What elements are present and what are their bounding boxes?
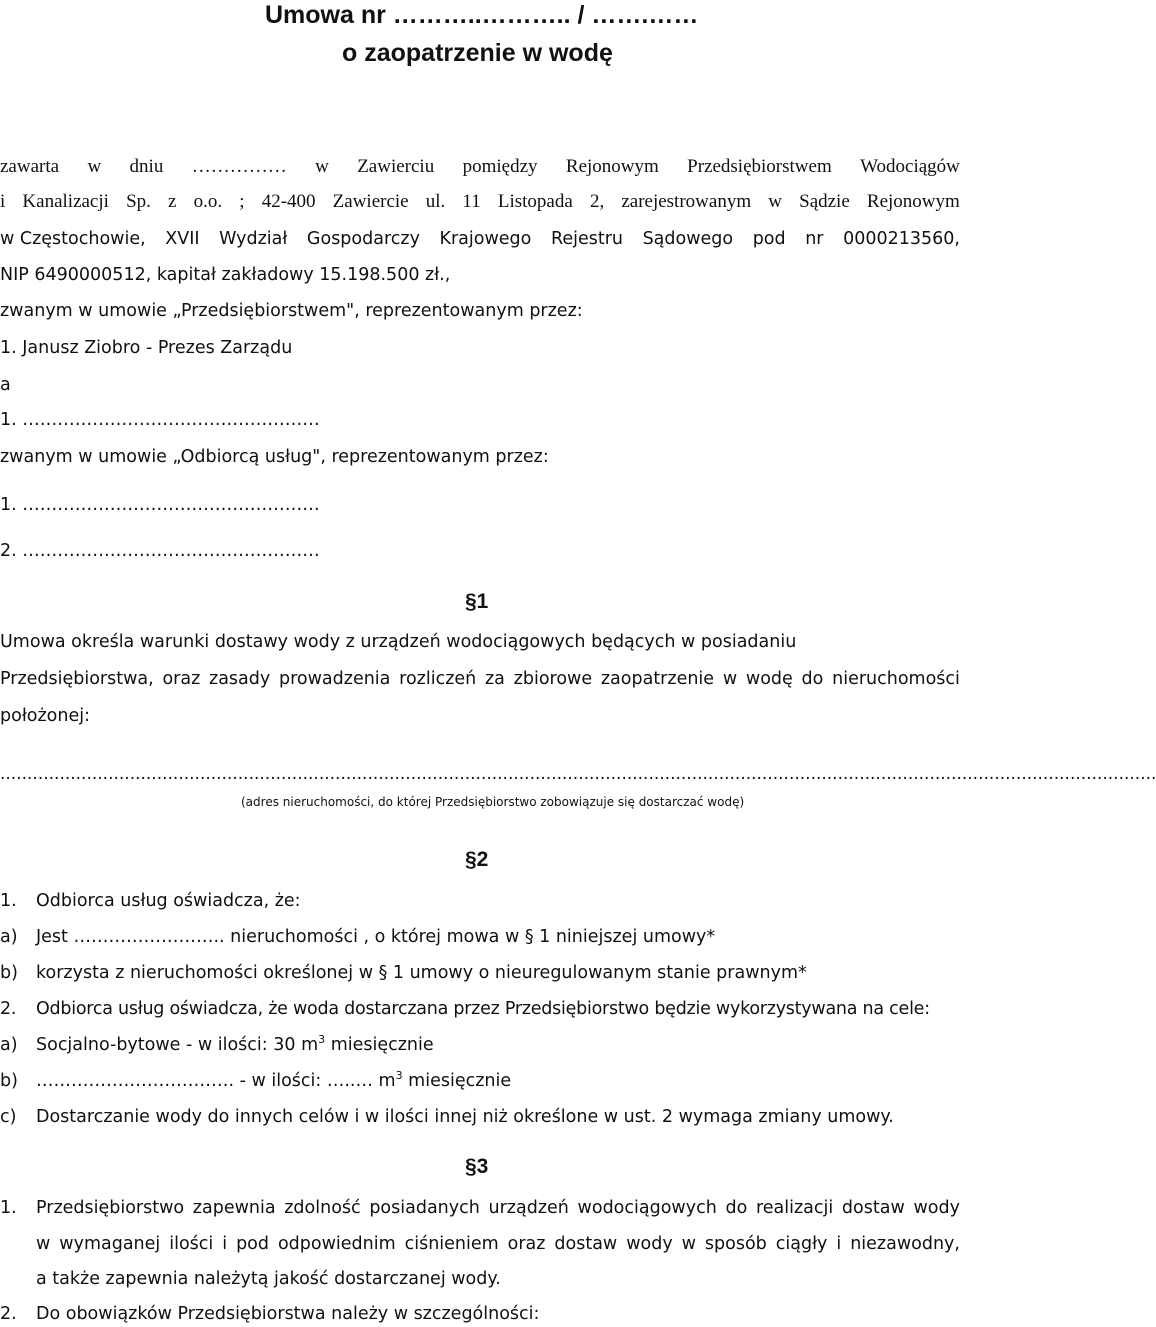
word: w: [87, 156, 102, 177]
word: 2,: [589, 191, 605, 212]
word: oraz: [507, 1234, 546, 1254]
word: w: [681, 1234, 696, 1254]
word: nieruchomości: [832, 669, 960, 689]
word: zapewnia: [192, 1198, 276, 1218]
word: nr: [805, 229, 824, 249]
section-1-line-3: położonej:: [0, 706, 91, 726]
cubic-superscript: 3: [395, 1069, 403, 1083]
word: zdolność: [284, 1198, 361, 1218]
item-letter: a): [0, 927, 18, 947]
item-text: Odbiorca usług oświadcza, że:: [36, 891, 301, 911]
word: rozliczeń: [399, 669, 477, 689]
word: Krajowego: [439, 229, 532, 249]
word: zaopatrzenie: [600, 669, 715, 689]
word: ciągły: [775, 1234, 828, 1254]
word: Rejestru: [550, 229, 623, 249]
word: w: [36, 1234, 51, 1254]
word: Przedsiębiorstwem: [687, 156, 832, 177]
word: za: [484, 669, 505, 689]
word: pod: [236, 1234, 269, 1254]
word: Kanalizacji: [22, 191, 109, 212]
item-text: [36, 1197, 960, 1219]
word: Zawierciu: [357, 156, 435, 177]
section-3-item-1-line-1: [0, 1197, 960, 1219]
word: XVII: [165, 229, 200, 249]
intro-line-10: 1. ……………………………………………: [0, 495, 320, 515]
section-2-use-a: [0, 1034, 434, 1056]
item-letter: b): [0, 963, 18, 983]
section-2-heading: §2: [465, 848, 489, 871]
word: wymaganej: [59, 1234, 161, 1254]
word: zbiorowe: [513, 669, 593, 689]
section-2-item-1b: [0, 962, 807, 984]
word: Rejonowym: [866, 191, 960, 212]
word: ……………: [191, 156, 287, 177]
word: o.o.: [193, 191, 223, 212]
word: w: [722, 669, 738, 689]
intro-line-11: 2. ……………………………………………: [0, 541, 320, 561]
intro-line-3: [0, 228, 960, 250]
address-blank-line: ......................................................................................................................................................................................................................: [0, 764, 1156, 784]
word: wodę: [745, 669, 793, 689]
word: zarejestrowanym: [621, 191, 752, 212]
section-3-heading: §3: [465, 1155, 489, 1178]
item-text: Dostarczanie wody do innych celów i w ilości innej niż określone w ust. 2 wymaga zmiany umowy.: [36, 1107, 894, 1127]
word: Sądzie: [799, 191, 850, 212]
word: do: [801, 669, 824, 689]
intro-line-2: [0, 191, 960, 213]
word: posiadanych: [369, 1198, 480, 1218]
word: ;: [239, 191, 245, 212]
word: i: [0, 191, 6, 212]
section-3-item-1-line-2: [36, 1233, 960, 1255]
word: 0000213560,: [843, 229, 960, 249]
item-number: 2.: [0, 999, 17, 1019]
section-2-item-1a: [0, 926, 715, 948]
word: ilości: [169, 1234, 214, 1254]
word: w: [315, 156, 329, 177]
item-number: 1.: [0, 1198, 17, 1218]
section-2-item-1: [0, 890, 301, 912]
word: dniu: [129, 156, 164, 177]
item-text: ……………………………. - w ilości: …..… m: [36, 1071, 396, 1091]
intro-line-9: zwanym w umowie „Odbiorcą usług", reprezentowanym przez:: [0, 447, 549, 467]
word: Wodociągów: [860, 156, 960, 177]
intro-line-5: zwanym w umowie „Przedsiębiorstwem", reprezentowanym przez:: [0, 301, 583, 321]
section-1-heading: §1: [465, 590, 489, 613]
word: Sp.: [126, 191, 151, 212]
intro-line-4: NIP 6490000512, kapitał zakładowy 15.198.500 zł.,: [0, 265, 451, 285]
word: ciśnieniem: [404, 1234, 499, 1254]
item-text: Do obowiązków Przedsiębiorstwa należy w szczególności:: [36, 1304, 540, 1324]
intro-line-8: 1. ……………………………………………: [0, 410, 320, 430]
word: 11: [462, 191, 481, 212]
item-number: 1.: [0, 891, 17, 911]
contract-subtitle: o zaopatrzenie w wodę: [342, 39, 613, 67]
address-note: (adres nieruchomości, do której Przedsiębiorstwo zobowiązuje się dostarczać wodę): [241, 795, 745, 809]
word: wodociągowych: [577, 1198, 717, 1218]
word: wody: [913, 1198, 960, 1218]
section-1-line-1: Umowa określa warunki dostawy wody z urządzeń wodociągowych będących w posiadaniu: [0, 632, 797, 652]
section-3-item-2: [0, 1303, 539, 1325]
word: Zawiercie: [332, 191, 409, 212]
section-3-item-1-line-3: a także zapewnia należytą jakość dostarczanej wody.: [36, 1269, 501, 1289]
word: Przedsiębiorstwo: [36, 1198, 185, 1218]
contract-title: Umowa nr ………..……….. / …….……: [265, 1, 699, 29]
word: Przedsiębiorstwa,: [0, 669, 154, 689]
cubic-superscript: 3: [318, 1033, 326, 1047]
word: Rejonowym: [565, 156, 659, 177]
word: w: [768, 191, 782, 212]
word: wody: [626, 1234, 673, 1254]
word: zasady: [209, 669, 271, 689]
intro-line-1: [0, 156, 960, 178]
word: Wydział: [219, 229, 288, 249]
item-letter: b): [0, 1071, 18, 1091]
intro-line-6: 1. Janusz Ziobro - Prezes Zarządu: [0, 338, 293, 358]
section-2-item-2: [0, 998, 930, 1020]
word: ul.: [425, 191, 446, 212]
word: 42-400: [261, 191, 316, 212]
item-text: Odbiorca usług oświadcza, że woda dostarczana przez Przedsiębiorstwo będzie wykorzystywana na cele:: [36, 999, 930, 1019]
item-letter: a): [0, 1035, 18, 1055]
word: realizacji: [755, 1198, 834, 1218]
section-1-line-2: [0, 668, 960, 690]
word: i: [222, 1234, 228, 1254]
word: i: [836, 1234, 842, 1254]
item-text-suffix: miesięcznie: [402, 1071, 512, 1091]
item-number: 2.: [0, 1304, 17, 1324]
section-2-use-c: [0, 1106, 894, 1128]
item-text: Socjalno-bytowe - w ilości: 30 m: [36, 1035, 319, 1055]
item-text-suffix: miesięcznie: [325, 1035, 434, 1055]
word: dostaw: [554, 1234, 618, 1254]
word: Sądowego: [642, 229, 734, 249]
word: z: [168, 191, 177, 212]
word: dostaw: [841, 1198, 905, 1218]
item-letter: c): [0, 1107, 17, 1127]
word: prowadzenia: [278, 669, 391, 689]
item-text: Jest …………………….. nieruchomości , o której mowa w § 1 niniejszej umowy*: [36, 927, 716, 947]
word: odpowiednim: [277, 1234, 396, 1254]
word: do: [725, 1198, 748, 1218]
word: Gospodarczy: [306, 229, 420, 249]
word: pod: [752, 229, 786, 249]
intro-line-7: a: [0, 375, 11, 395]
word: Listopada: [497, 191, 573, 212]
word: urządzeń: [488, 1198, 569, 1218]
section-2-use-b: [0, 1070, 511, 1092]
word: sposób: [704, 1234, 767, 1254]
word: oraz: [162, 669, 201, 689]
word: niezawodny,: [850, 1234, 960, 1254]
word: zawarta: [0, 156, 60, 177]
word: w Częstochowie,: [0, 229, 146, 249]
item-text: korzysta z nieruchomości określonej w § 1 umowy o nieuregulowanym stanie prawnym*: [36, 963, 807, 983]
word: pomiędzy: [462, 156, 538, 177]
